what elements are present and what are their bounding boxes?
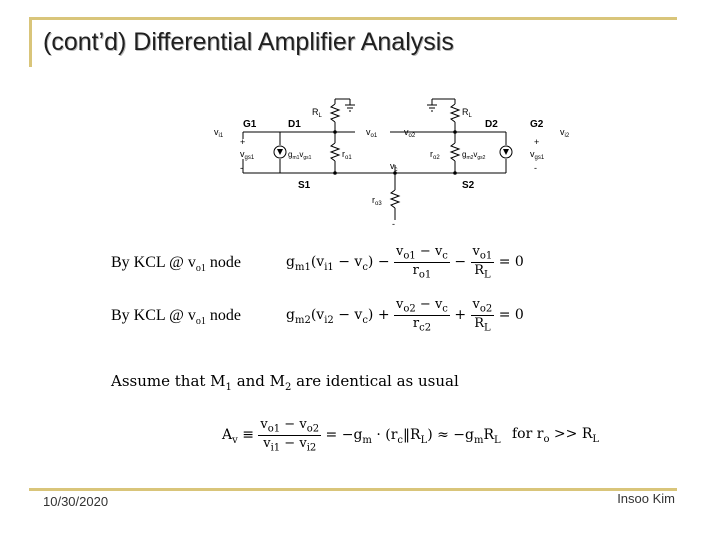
label-vc: $v_c$ [390,161,398,173]
label-vi2: $v_{i2}$ [560,127,570,139]
label-vi1: $v_{i1}$ [214,127,224,139]
label-d2: D2 [485,119,498,130]
frame-top-line [29,17,677,20]
label-minus-bottom: - [392,219,395,229]
label-vgs1-right: $v_{gs1}$ [530,149,545,161]
assumption-text: Assume that $M_1$ and $M_2$ are identical as usual [111,372,459,393]
footer-date: 10/30/2020 [43,494,109,509]
page-title: (cont’d) Differential Amplifier Analysis [43,28,454,56]
label-gm1: $g_{m1}v_{gs1}$ [288,150,312,161]
fraction-2a: $\frac{v_{o2} - v_c}{r_{c2}}$ [396,297,448,334]
label-ro3: $r_{o3}$ [372,195,382,207]
label-plus-right: + [534,137,540,147]
label-rl-right: $R_L$ [462,107,472,119]
label-vo1: $v_{o1}$ [366,127,378,139]
label-g2: G2 [530,119,544,130]
label-ro1: $r_{o1}$ [342,149,352,161]
label-ro2: $r_{o2}$ [430,149,440,161]
kcl-label-1: By KCL @ $v_{o1}$ node [111,254,241,275]
label-g1: G1 [243,119,257,130]
label-vo2: $v_{o2}$ [404,127,416,139]
frame-left-line [29,17,32,67]
label-rl-left: $R_L$ [312,107,322,119]
fraction-1a: $\frac{v_{o1} - v_c}{r_{o1}}$ [396,244,448,281]
label-vgs1-left: $v_{gs1}$ [240,149,255,161]
circuit-diagram [200,95,580,235]
label-minus-left: - [240,163,243,173]
frame-bottom-line [29,488,677,491]
kcl-label-2: By KCL @ $v_{o1}$ node [111,307,241,328]
gain-fraction: $\frac{v_{o1} - v_{o2}}{v_{i1} - v_{i2}}$ [260,417,320,454]
fraction-2b: $\frac{v_{o2}}{R_L}$ [472,297,493,334]
footer-author: Insoo Kim [617,491,675,506]
gain-condition: for $r_o >> R_L$ [512,426,600,445]
label-d1: D1 [288,119,301,130]
label-gm2: $g_{m2}v_{gs2}$ [462,150,486,161]
label-minus-right: - [534,163,537,173]
label-s2: S2 [462,180,475,191]
equation-2: $g_{m2}(v_{i2} - v_c)$ + $\frac{v_{o2} - v_c}{r_{c2}}$ + $\frac{v_{o2}}{R_L}$ = 0 [286,297,524,334]
label-plus-left: + [240,137,246,147]
label-s1: S1 [298,180,311,191]
gain-equation: $A_v$ ≡ $\frac{v_{o1} - v_{o2}}{v_{i1} - v_{i2}}$ = $-g_m$ · $(r_c‖R_L) \approx -g_mR_L$ [222,417,501,454]
fraction-1b: $\frac{v_{o1}}{R_L}$ [472,244,493,281]
equation-1: $g_{m1}(v_{i1} - v_c)$ − $\frac{v_{o1} - v_c}{r_{o1}}$ − $\frac{v_{o1}}{R_L}$ = 0 [286,244,524,281]
